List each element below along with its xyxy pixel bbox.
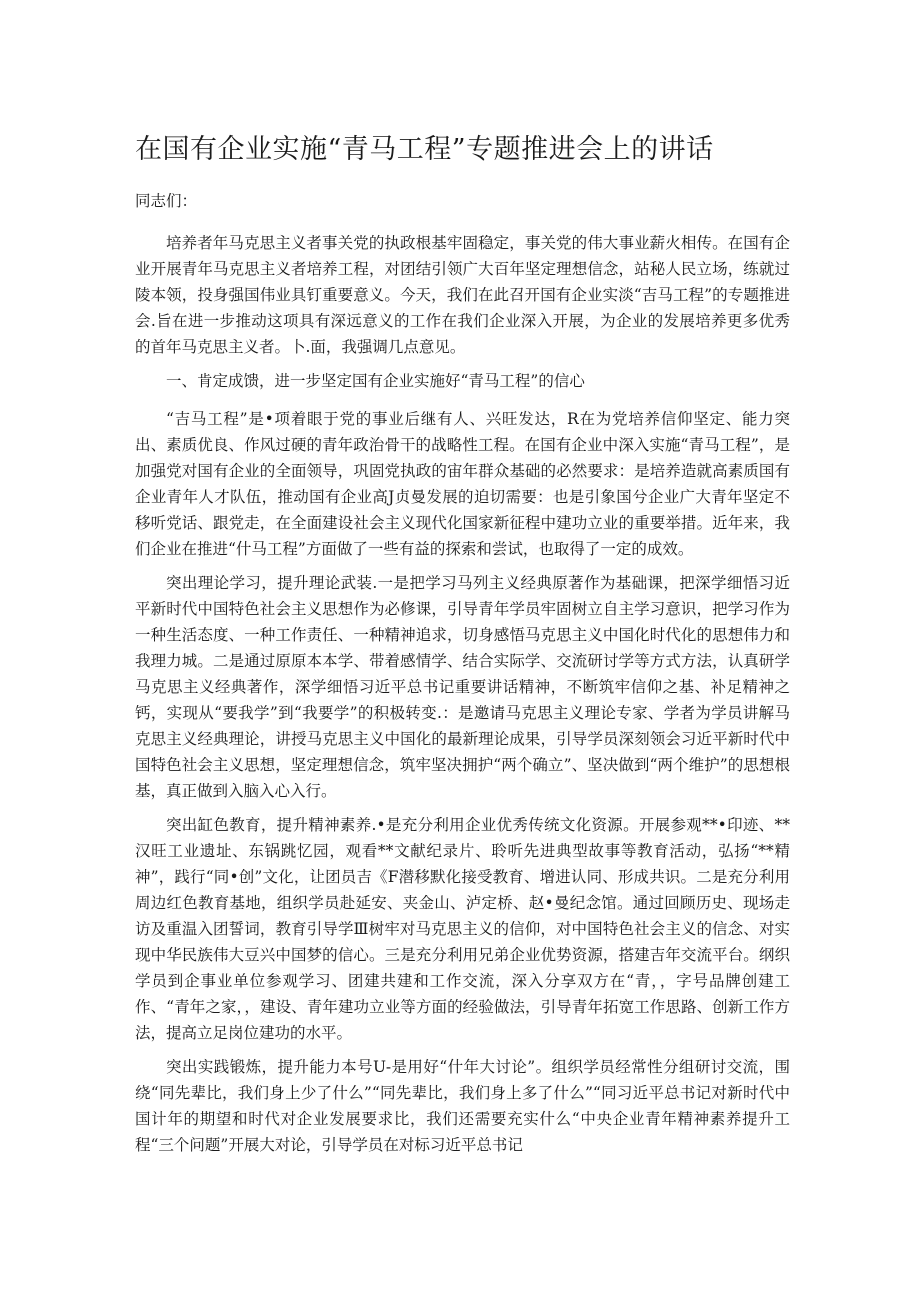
body-paragraph: 突出理论学习，提升理论武装.一是把学习马列主义经典原著作为基础课，把深学细悟习近平新时代中国特色社会主义思想作为必修课，引导青年学员牢固树立自主学习意识，把学习作为一种生活态度、一种工作责任、一种精神追求，切身感悟马克思主义中国化时代化的思想伟力和我理力城。二是通过原原本本学、带着感情学、结合实际学、交流研讨学等方式方法，认真研学马克思主义经典著作，深学细悟习近平总书记重要讲话精神，不断筑牢信仰之基、补足精神之钙，实现从“要我学”到“我要学”的积极转变.：是邀请马克思主义理论专家、学者为学员讲解马克思主义经典理论，讲授马克思主义中国化的最新理论成果，引导学员深刻领会习近平新时代中国特色社会主义思想，坚定理想信念，筑牢坚决拥护“两个确立”、坚决做到“两个维护”的思想根基，真正做到入脑入心入行。 (135, 574, 790, 800)
document-title: 在国有企业实施“青马工程”专题推进会上的讲话 (135, 134, 714, 165)
intro-paragraph: 培养者年马克思主义者事关党的执政根基牢固稳定，事关党的伟大事业薪火相传。在国有企业开展青年马克思主义者培养工程，对团结引领广大百年坚定理想信念，站秘人民立场，练就过陵本领，投身强国伟业具钉重要意义。今天，我们在此召开国有企业实淡“吉马工程”的专题推进会.旨在进一步推动这项具有深远意义的工作在我们企业深入开展，为企业的发展培养更多优秀的首年马克思主义者。卜.面，我强调几点意见。 (135, 234, 790, 356)
body-paragraph: 突出缸色教育，提升精神素养.•是充分利用企业优秀传统文化资源。开展参观**•印迹、**汉旺工业遗址、东锅跳忆园，观看**文献纪录片、聆听先进典型故事等教育活动，弘扬“**精神”，践行“同•创”文化，让团员吉《F潜移默化接受教育、增进认同、形成共识。二是充分利用周边红色教育基地，组织学员赴延安、夹金山、泸定桥、赵•曼纪念馆。通过回顾历史、现场走访及重温入团誓词，教育引导学Ⅲ树牢对马克思主义的信仰，对中国特色社会主义的信念、对实现中华民族伟大豆兴中国梦的信心。三是充分利用兄弟企业优势资源，搭建吉年交流平台。纲织学员到企事业单位参观学习、团建共建和工作交流，深入分享双方在“青，，字号品牌创建工作、“青年之家，，建设、青年建功立业等方面的经验做法，引导青年拓宽工作思路、创新工作方法，提高立足岗位建功的水平。 (135, 816, 790, 1042)
body-paragraph: “吉马工程”是•项着眼于党的事业后继有人、兴旺发达，R在为党培养信仰坚定、能力突出、素质优良、作风过硬的青年政治骨干的战略性工程。在国有企业中深入实施“青马工程”，是加强党对国有企业的全面领导，巩固党执政的宙年群众基础的必然要求：是培养造就高素质国有企业青年人才队伍，推动国有企业高J贞曼发展的迫切需要：也是引象国兮企业广大青年坚定不移听党话、跟党走，在全面建设社会主义现代化国家新征程中建功立业的重要举措。近年来，我们企业在推进“什马工程”方面做了一些有益的探索和尝试，也取得了一定的成效。 (135, 410, 790, 558)
body-paragraph: 突出实践锻炼，提升能力本号U-是用好“什年大讨论”。组织学员经常性分组研讨交流，围绕“同先辈比，我们身上少了什么”“同先辈比，我们身上多了什么”“同习近平总书记对新时代中国计年的期望和时代对企业发展要求比，我们还需要充实什么“中央企业青年精神素养提升工程“三个问题”开展大对论，引导学员在对标习近平总书记 (135, 1058, 790, 1154)
document-page (135, 128, 790, 1166)
section-heading: 一、肯定成馈，进一步坚定国有企业实施好“青马工程”的信心 (166, 372, 585, 390)
salutation: 同志们： (135, 192, 198, 210)
